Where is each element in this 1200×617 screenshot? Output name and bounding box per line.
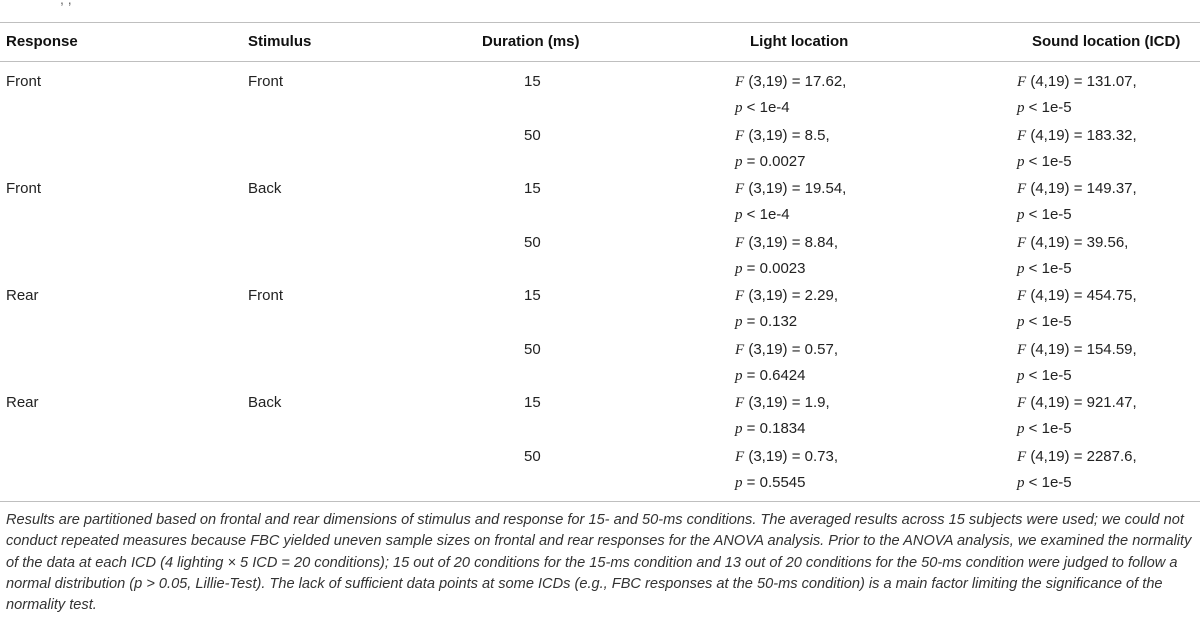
cell-stimulus: Front	[248, 287, 284, 304]
header-duration: Duration (ms)	[482, 33, 580, 50]
cell-light-p: p < 1e-4	[735, 206, 790, 223]
cell-sound-p: p < 1e-5	[1017, 420, 1072, 437]
cell-duration: 15	[524, 180, 541, 197]
cell-sound-f: F (4,19) = 2287.6,	[1017, 447, 1137, 465]
cell-sound-p: p < 1e-5	[1017, 313, 1072, 330]
cell-sound-p: p < 1e-5	[1017, 99, 1072, 116]
cell-light-p-value: = 0.0027	[746, 152, 806, 170]
cell-light-p: p = 0.132	[735, 313, 798, 330]
cell-sound-f-value: (4,19) = 921.47,	[1030, 394, 1137, 411]
cell-light-p: p = 0.5545	[735, 473, 806, 491]
header-light-location: Light location	[750, 33, 849, 50]
cell-light-f-value: (3,19) = 19.54,	[748, 180, 847, 197]
cell-sound-f: F (4,19) = 183.32,	[1017, 126, 1137, 144]
table-header-rule	[0, 61, 1200, 62]
cell-sound-f: F (4,19) = 149.37,	[1017, 180, 1137, 197]
cell-response: Front	[6, 73, 42, 90]
cell-duration: 50	[524, 233, 541, 251]
top-crop-fragment	[60, 0, 390, 6]
cell-sound-p-value: < 1e-5	[1028, 152, 1072, 170]
cell-light-p-value: = 0.132	[746, 313, 798, 330]
cell-sound-p-value: < 1e-5	[1028, 206, 1072, 223]
cell-duration: 50	[524, 447, 541, 465]
cell-light-f: F (3,19) = 19.54,	[735, 180, 847, 197]
cell-light-f: F (3,19) = 17.62,	[735, 73, 847, 90]
cell-stimulus: Front	[248, 73, 284, 90]
cell-light-p-value: = 0.5545	[746, 473, 806, 491]
cell-sound-f-value: (4,19) = 149.37,	[1030, 180, 1137, 197]
cell-sound-f-value: (4,19) = 131.07,	[1030, 73, 1137, 90]
cell-duration: 15	[524, 287, 541, 304]
cell-sound-f: F (4,19) = 131.07,	[1017, 73, 1137, 90]
cell-light-f: F (3,19) = 8.84,	[735, 233, 838, 251]
cell-light-p-value: < 1e-4	[746, 99, 790, 116]
cell-light-p-value: = 0.1834	[746, 420, 806, 437]
cell-stimulus: Back	[248, 180, 282, 197]
cell-sound-p-value: < 1e-5	[1028, 313, 1072, 330]
cell-stimulus: Back	[248, 394, 282, 411]
cell-duration: 50	[524, 340, 541, 358]
cell-duration: 15	[524, 394, 541, 411]
cell-sound-p-value: < 1e-5	[1028, 99, 1072, 116]
cell-light-p-value: = 0.6424	[746, 366, 806, 384]
table-bottom-rule	[0, 501, 1200, 502]
cell-sound-f: F (4,19) = 39.56,	[1017, 233, 1129, 251]
cell-sound-f-value: (4,19) = 154.59,	[1030, 340, 1137, 358]
cell-sound-f-value: (4,19) = 39.56,	[1030, 233, 1129, 251]
cell-light-f-value: (3,19) = 8.5,	[748, 126, 830, 144]
cell-light-f: F (3,19) = 0.73,	[735, 447, 838, 465]
cell-sound-p: p < 1e-5	[1017, 473, 1072, 491]
cell-light-p-value: < 1e-4	[746, 206, 790, 223]
cell-light-f-value: (3,19) = 0.73,	[748, 447, 838, 465]
cell-light-f-value: (3,19) = 1.9,	[748, 394, 830, 411]
cell-sound-f: F (4,19) = 154.59,	[1017, 340, 1137, 358]
cell-light-p: p < 1e-4	[735, 99, 790, 116]
cell-duration: 50	[524, 126, 541, 144]
cell-sound-p: p < 1e-5	[1017, 259, 1072, 277]
cell-sound-p-value: < 1e-5	[1028, 420, 1072, 437]
header-response: Response	[6, 33, 78, 50]
cell-duration: 15	[524, 73, 541, 90]
cell-light-f-value: (3,19) = 2.29,	[748, 287, 838, 304]
table-top-rule	[0, 22, 1200, 23]
cell-light-p: p = 0.0027	[735, 152, 806, 170]
cell-response: Front	[6, 180, 42, 197]
cell-response: Rear	[6, 394, 39, 411]
cell-sound-f-value: (4,19) = 183.32,	[1030, 126, 1137, 144]
cell-light-p: p = 0.6424	[735, 366, 806, 384]
cell-sound-f: F (4,19) = 454.75,	[1017, 287, 1137, 304]
cell-sound-p-value: < 1e-5	[1028, 366, 1072, 384]
cell-sound-p-value: < 1e-5	[1028, 473, 1072, 491]
header-stimulus: Stimulus	[248, 33, 312, 50]
cell-response: Rear	[6, 287, 39, 304]
cell-light-f: F (3,19) = 2.29,	[735, 287, 838, 304]
cell-light-f: F (3,19) = 0.57,	[735, 340, 838, 358]
cell-light-p: p = 0.0023	[735, 259, 806, 277]
cell-light-f-value: (3,19) = 17.62,	[748, 73, 847, 90]
cell-sound-p: p < 1e-5	[1017, 366, 1072, 384]
cell-light-p: p = 0.1834	[735, 420, 806, 437]
cell-sound-p-value: < 1e-5	[1028, 259, 1072, 277]
header-sound-location: Sound location (ICD)	[1032, 33, 1181, 50]
cell-light-f-value: (3,19) = 8.84,	[748, 233, 838, 251]
table-caption: Results are partitioned based on frontal and rear dimensions of stimulus and response for 15- and 50-ms conditions. The averaged results across 15 subjects were used; we could not conduct repeated measures because FBC yielded uneven sample sizes on frontal and rear responses for the ANOVA analysis. Prior to the ANOVA analysis, we examined the normality of the data at each ICD (4 lighting × 5 ICD = 20 conditions); 15 out of 20 conditions for the 15-ms condition and 13 out of 20 conditions for the 50-ms condition were judged to follow a normal distribution (p > 0.05, Lillie-Test). The lack of sufficient data points at some ICDs (e.g., FBC responses at the 50-ms condition) is a main factor limiting the significance of the normality test.	[6, 512, 1192, 614]
cell-light-f: F (3,19) = 8.5,	[735, 126, 830, 144]
cell-light-f-value: (3,19) = 0.57,	[748, 340, 838, 358]
cell-sound-p: p < 1e-5	[1017, 206, 1072, 223]
cell-light-f: F (3,19) = 1.9,	[735, 394, 830, 411]
cell-light-p-value: = 0.0023	[746, 259, 806, 277]
cell-sound-f: F (4,19) = 921.47,	[1017, 394, 1137, 411]
cell-sound-p: p < 1e-5	[1017, 152, 1072, 170]
cell-sound-f-value: (4,19) = 2287.6,	[1030, 447, 1137, 465]
cell-sound-f-value: (4,19) = 454.75,	[1030, 287, 1137, 304]
